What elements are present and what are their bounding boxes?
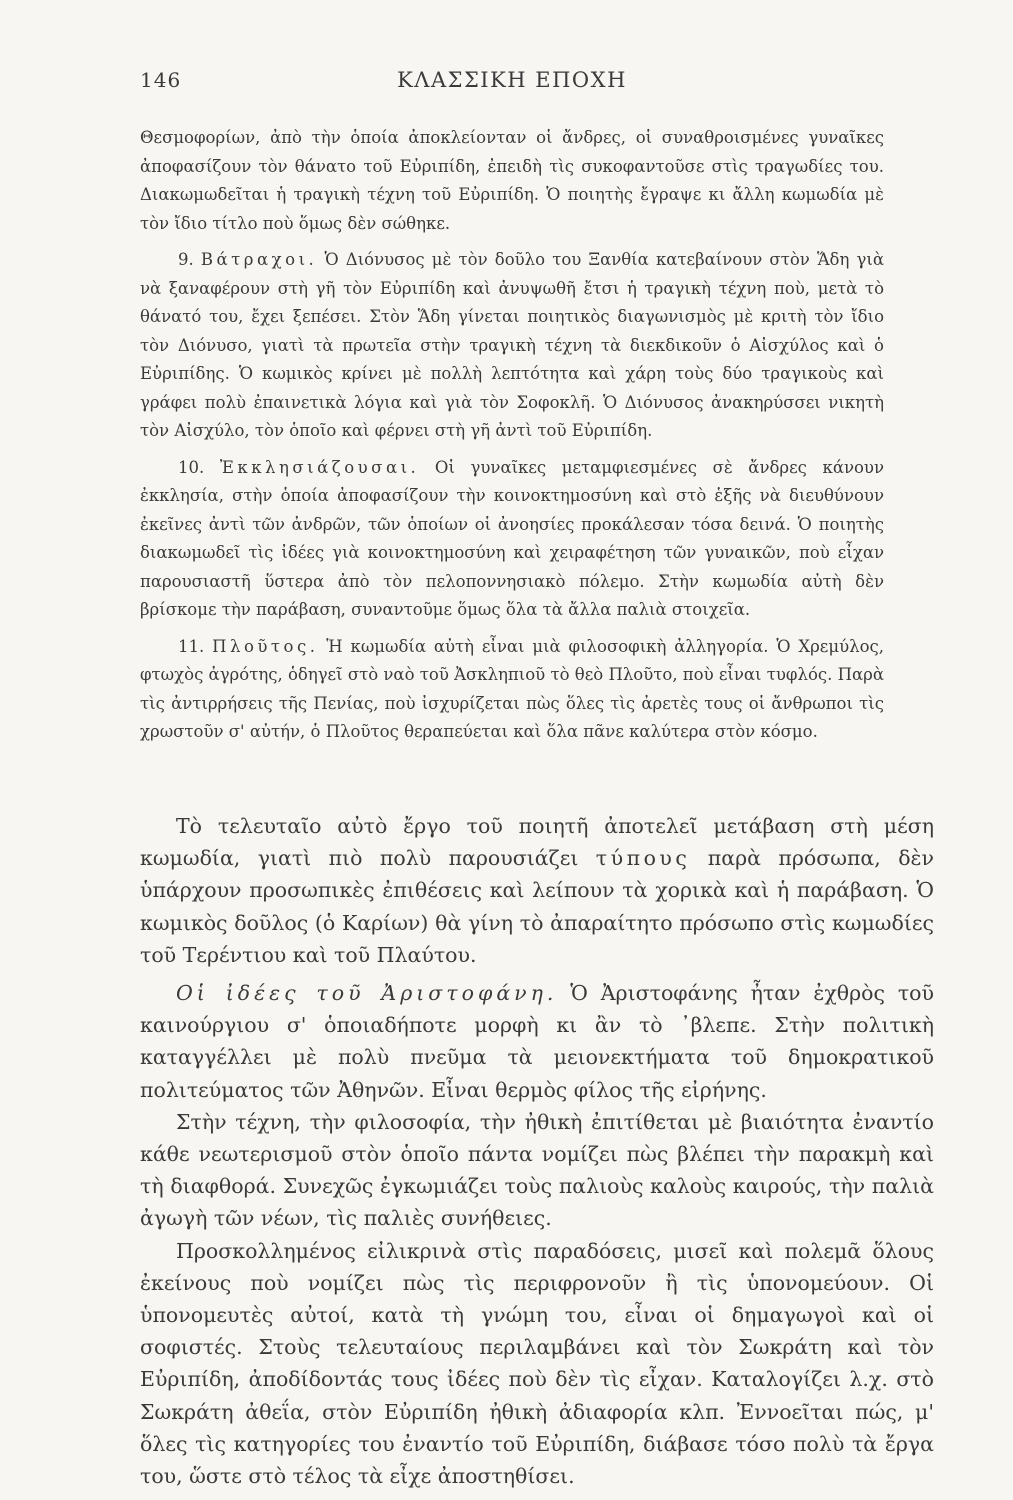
paragraph-traditions: Προσκολλημένος εἰλικρινὰ στὶς παραδόσεις, μισεῖ καὶ πολεμᾶ ὅλους ἐκείνους ποὺ νομίζει πὼς τὶς περιφρονοῦν ἢ τὶς ὑπονομεύουν. Οἱ ὑπονομευτὲς αὐτοί, κατὰ τὴ γνώμη του, εἶναι οἱ δημαγωγοὶ καὶ οἱ σοφιστές. Στοὺς τελευταίους περιλαμβάνει καὶ τὸν Σωκράτη καὶ τὸν Εὐριπίδη, ἀποδίδοντάς τους ἰδέες ποὺ δὲν τὶς εἶχαν. Καταλογίζει λ.χ. στὸ Σωκράτη ἀθεΐα, στὸν Εὐριπίδη ἠθικὴ ἀδιαφορία κλπ. Ἐννοεῖται πώς, μ' ὅλες τὶς κατηγορίες του ἐναντίο τοῦ Εὐριπίδη, διάβασε τόσο πολὺ τὰ ἔργα του, ὥστε στὸ τέλος τὰ εἶχε ἀποστηθίσει. bbox=[140, 1238, 934, 1489]
paragraph-ecclesiazusae bbox=[140, 454, 884, 625]
entry-title-frogs: Βάτραχοι. bbox=[200, 250, 318, 269]
text-run: Ὁ Ἀριστοφάνης ἦταν ἐχθρὸς τοῦ καινούργιου σ' ὁποιαδήποτε μορφὴ κι ἂν τὸ ᾽βλεπε. Στὴν πολιτικὴ καταγγέλλει μὲ πολὺ πνεῦμα τὰ μειονεκτήματα τοῦ δημοκρατικοῦ πολιτεύματος τῶν Ἀθηνῶν. Εἶναι θερμὸς φίλος τῆς εἰρήνης. bbox=[140, 981, 934, 1102]
entry-number: 11. bbox=[178, 636, 213, 656]
paragraph-ideas bbox=[140, 977, 934, 1106]
emphasis-typous: τύπους bbox=[595, 846, 691, 871]
entry-number: 10. bbox=[178, 457, 220, 477]
paragraph-frogs bbox=[140, 246, 884, 446]
paragraph-transition bbox=[140, 810, 934, 971]
entry-title-plutus: Πλοῦτος. bbox=[212, 636, 319, 656]
entry-text-plutus: Ἡ κωμωδία αὐτὴ εἶναι μιὰ φιλοσοφικὴ ἀλληγορία. Ὁ Χρεμύλος, φτωχὸς ἀγρότης, ὁδηγεῖ στὸ ναὸ τοῦ Ἀσκληπιοῦ τὸ θεὸ Πλοῦτο, ποὺ εἶναι τυφλός. Παρὰ τὶς ἀντιρρήσεις τῆς Πενίας, ποὺ ἰσχυρίζεται πὼς ὅλες τὶς ἀρετὲς τους οἱ ἄνθρωποι τὶς χρωστοῦν σ' αὐτήν, ὁ Πλοῦτος θεραπεύεται καὶ ὅλα πᾶνε καλύτερα στὸν κόσμο. bbox=[140, 636, 884, 741]
entry-number: 9. bbox=[178, 250, 201, 269]
entry-text-ecclesiazusae: Οἱ γυναῖκες μεταμφιεσμένες σὲ ἄνδρες κάνουν ἐκκλησία, στὴν ὁποία ἀποφασίζουν τὴν κοινοκτημοσύνη καὶ στὸ ἑξῆς νὰ διευθύνουν ἐκεῖνες ἀντὶ τῶν ἀνδρῶν, τῶν ὁποίων οἱ ἀνοησίες προκάλεσαν τόσα δεινά. Ὁ ποιητὴς διακωμωδεῖ τὶς ἰδέες γιὰ κοινοκτημοσύνη καὶ χειραφέτηση τῶν γυναικῶν, ποὺ εἶχαν παρουσιαστῆ ὕστερα ἀπὸ τὸν πελοποννησιακὸ πόλεμο. Στὴν κωμωδία αὐτὴ δὲν βρίσκομε τὴν παράβαση, συναντοῦμε ὅμως ὅλα τὰ ἄλλα παλιὰ στοιχεῖα. bbox=[140, 457, 884, 619]
large-print-section bbox=[140, 810, 934, 1492]
text-run: παρὰ πρόσωπα, δὲν ὑπάρχουν προσωπικὲς ἐπιθέσεις καὶ λείπουν τὰ χορικὰ καὶ ἡ παράβαση. Ὁ κωμικὸς δοῦλος (ὁ Καρίων) θὰ γίνη τὸ ἀπαραίτητο πρόσωπο στὶς κωμωδίες τοῦ Τερέντιου καὶ τοῦ Πλαύτου. bbox=[140, 846, 935, 967]
paragraph-plutus bbox=[140, 633, 884, 747]
section-title-ideas: Οἱ ἰδέες τοῦ Ἀριστοφάνη. bbox=[176, 981, 558, 1006]
entry-text-frogs: Ὁ Διόνυσος μὲ τὸν δοῦλο του Ξανθία κατεβαίνουν στὸν Ἅδη γιὰ νὰ ξαναφέρουν στὴ γῆ τὸν Εὐριπίδη καὶ ἀνυψωθῆ ἔτσι ἡ τραγικὴ τέχνη ποὺ, μετὰ τὸ θάνατό του, ἔχει ξεπέσει. Στὸν Ἅδη γίνεται ποιητικὸς διαγωνισμὸς μὲ κριτὴ τὸν ἴδιο τὸν Διόνυσο, γιατὶ τὰ πρωτεῖα στὴν τραγικὴ τέχνη τὰ διεκδικοῦν ὁ Αἰσχύλος καὶ ὁ Εὐριπίδης. Ὁ κωμικὸς κρίνει μὲ πολλὴ λεπτότητα καὶ χάρη τοὺς δύο τραγικοὺς καὶ γράφει πολὺ ἐπαινετικὰ λόγια καὶ γιὰ τὸν Σοφοκλῆ. Ὁ Διόνυσος ἀνακηρύσσει νικητὴ τὸν Αἰσχύλο, τὸν ὁποῖο καὶ φέρνει στὴ γῆ ἀντὶ τοῦ Εὐριπίδη. bbox=[140, 250, 884, 440]
entry-title-ecclesiazusae: Ἐκκλησιάζουσαι. bbox=[219, 457, 420, 477]
page-header bbox=[140, 68, 884, 98]
page-number: 146 bbox=[140, 68, 182, 92]
paragraph-art-philosophy: Στὴν τέχνη, τὴν φιλοσοφία, τὴν ἠθικὴ ἐπιτίθεται μὲ βιαιότητα ἐναντίο κάθε νεωτερισμοῦ στὸν ὁποῖο πάντα νομίζει πὼς βλέπει τὴν παρακμὴ καὶ τὴ διαφθορά. Συνεχῶς ἐγκωμιάζει τοὺς παλιοὺς καλοὺς καιρούς, τὴν παλιὰ ἀγωγὴ τῶν νέων, τὶς παλιὲς συνήθειες. bbox=[140, 1109, 934, 1231]
small-print-section bbox=[140, 124, 884, 747]
running-title: ΚΛΑΣΣΙΚΗ ΕΠΟΧΗ bbox=[397, 68, 627, 92]
text-run: Τὸ τελευταῖο αὐτὸ ἔργο τοῦ ποιητῆ ἀποτελεῖ μετάβαση στὴ μέση κωμωδία, γιατὶ πιὸ πολὺ παρουσιάζει bbox=[140, 814, 934, 871]
paragraph-thesmophoriazusae-end: Θεσμοφορίων, ἀπὸ τὴν ὁποία ἀποκλείονταν οἱ ἄνδρες, οἱ συναθροισμένες γυναῖκες ἀποφασίζουν τὸν θάνατο τοῦ Εὐριπίδη, ἐπειδὴ τὶς συκοφαντοῦσε στὶς τραγωδίες του. Διακωμωδεῖται ἡ τραγικὴ τέχνη τοῦ Εὐριπίδη. Ὁ ποιητὴς ἔγραψε κι ἄλλη κωμωδία μὲ τὸν ἴδιο τίτλο ποὺ ὅμως δὲν σώθηκε. bbox=[140, 128, 884, 233]
